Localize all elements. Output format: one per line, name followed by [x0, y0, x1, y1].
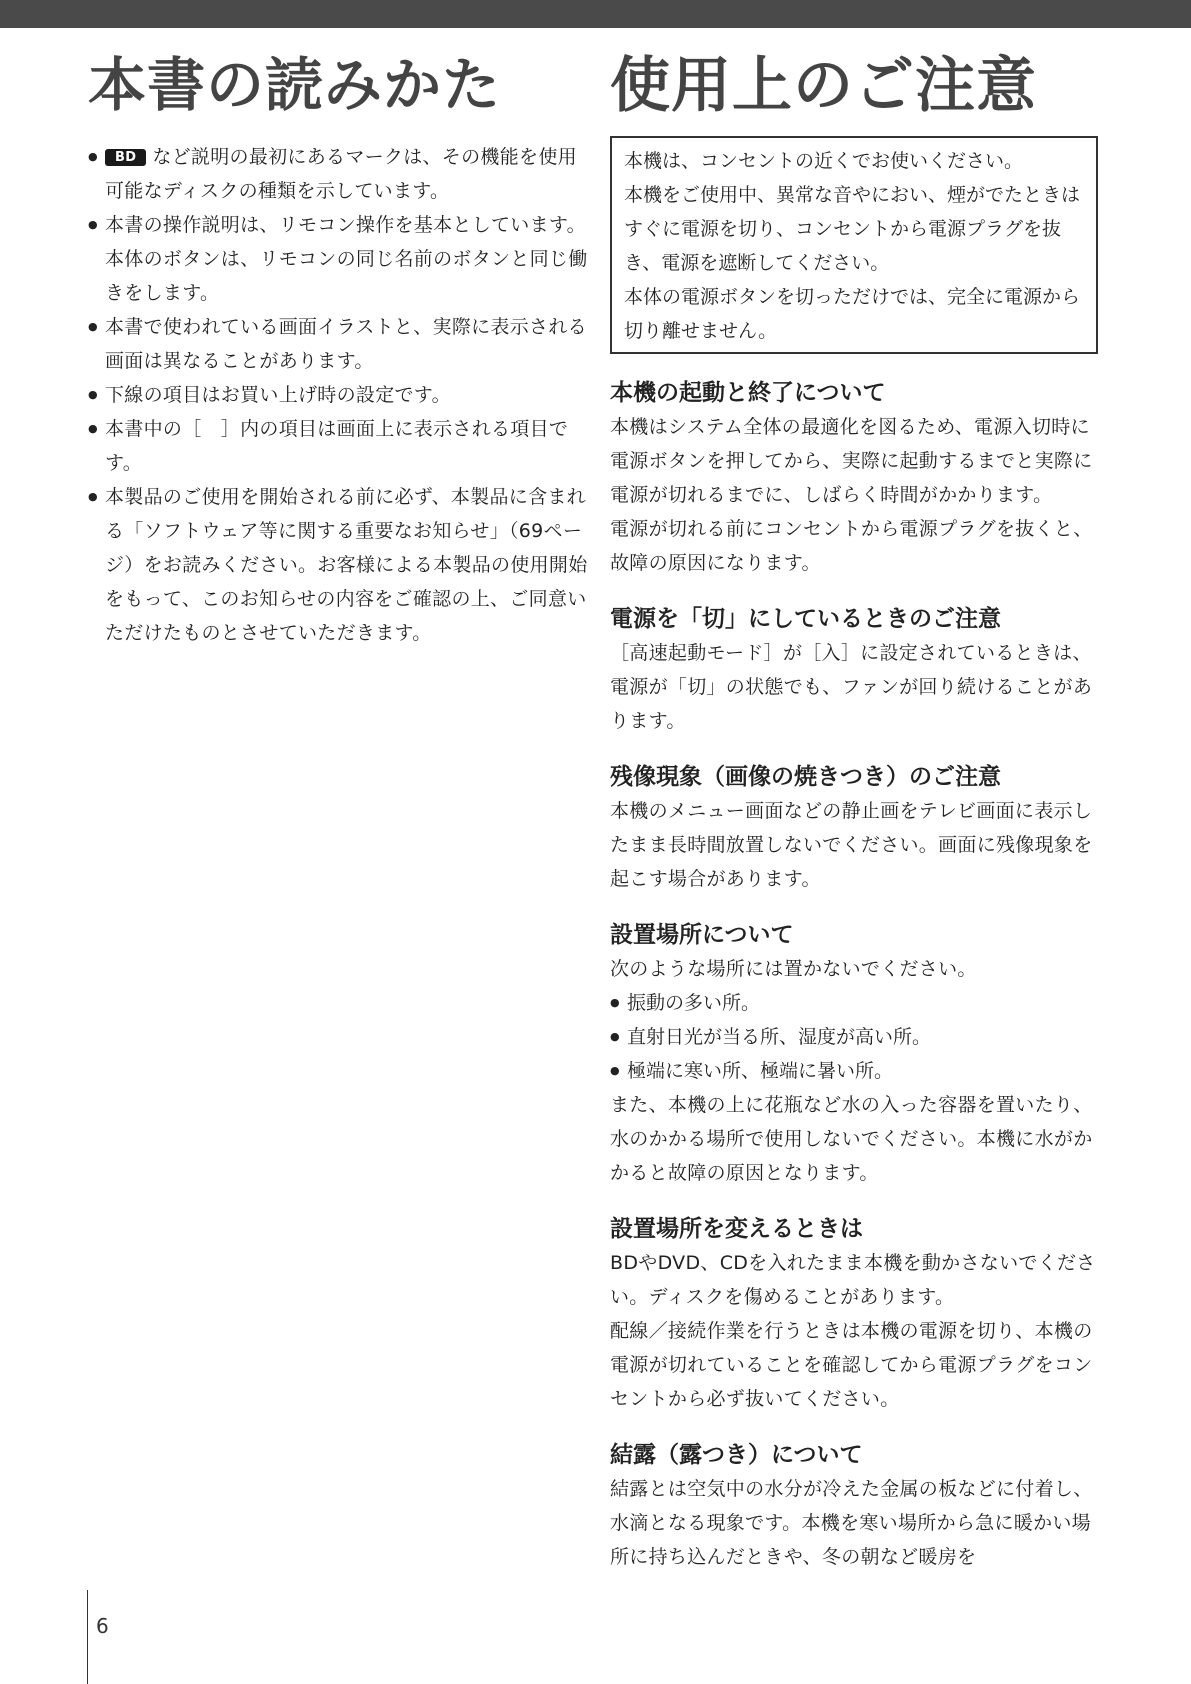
notice-line: 本体の電源ボタンを切っただけでは、完全に電源から切り離せません。: [624, 286, 1081, 342]
section-installation-location: [610, 918, 1100, 1190]
section-paragraph: 本機はシステム全体の最適化を図るため、電源入切時に電源ボタンを押してから、実際に起動するまでと実際に電源が切れるまでに、しばらく時間がかかります。: [610, 416, 1093, 506]
notice-line: 本機をご使用中、異常な音やにおい、煙がでたときはすぐに電源を切り、コンセントから電源プラグを抜き、電源を遮断してください。: [624, 184, 1081, 274]
section-heading: 結露（露つき）について: [610, 1442, 863, 1468]
list-item-text: ● 本書で使われている画面イラストと、実際に表示される画面は異なることがあります。: [105, 316, 587, 372]
section-paragraph: 本機のメニュー画面などの静止画をテレビ画面に表示したまま長時間放置しないでください。画面に残像現象を起こす場合があります。: [610, 800, 1093, 890]
list-item: [88, 412, 588, 480]
section-screen-burn-in: [610, 760, 1100, 896]
section-startup-shutdown: [610, 376, 1100, 580]
section-paragraph: ［高速起動モード］が［入］に設定されているときは、電源が「切」の状態でも、ファンが回り続けることがあります。: [610, 642, 1093, 732]
page-number: 6: [96, 1614, 109, 1638]
section-heading: 残像現象（画像の焼きつき）のご注意: [610, 764, 1001, 790]
location-list: [610, 986, 1100, 1088]
section-heading: 電源を「切」にしているときのご注意: [610, 606, 1001, 632]
power-notice-box: [610, 136, 1098, 354]
bd-mark-icon: BD: [105, 149, 146, 166]
page-number-rule: [87, 1590, 88, 1684]
list-item-text: など説明の最初にあるマークは、その機能を使用可能なディスクの種類を示しています。: [105, 146, 577, 202]
section-paragraph: 結露とは空気中の水分が冷えた金属の板などに付着し、水滴となる現象です。本機を寒い場所から急に暖かい場所に持ち込んだときや、冬の朝など暖房を: [610, 1478, 1093, 1568]
section-paragraph: 配線／接続作業を行うときは本機の電源を切り、本機の電源が切れていることを確認してから電源プラグをコンセントから必ず抜いてください。: [610, 1320, 1093, 1410]
reading-guide-list: [88, 140, 588, 650]
section-paragraph: BDやDVD、CDを入れたまま本機を動かさないでください。ディスクを傷めることがあります。: [610, 1252, 1096, 1308]
section-power-off-caution: [610, 602, 1100, 738]
precautions-column: [610, 51, 1100, 1574]
list-item: [88, 378, 588, 412]
list-item-text: ● 本製品のご使用を開始される前に必ず、本製品に含まれる「ソフトウェア等に関する重要なお知らせ」（69ページ）をお読みください。お客様による本製品の使用開始をもって、このお知らせの内容をご確認の上、ご同意いただけたものとさせていただきます。: [105, 486, 588, 644]
precautions-title: 使用上のご注意: [610, 51, 1037, 121]
list-item-text: ● 本書の操作説明は、リモコン操作を基本としています。本体のボタンは、リモコンの同じ名前のボタンと同じ働きをします。: [105, 214, 588, 304]
list-item-text: ● 下線の項目はお買い上げ時の設定です。: [105, 384, 451, 406]
list-item: [88, 480, 588, 650]
list-item: ● 極端に寒い所、極端に暑い所。: [610, 1054, 1100, 1088]
list-item: ● 直射日光が当る所、湿度が高い所。: [610, 1020, 1100, 1054]
section-heading: 本機の起動と終了について: [610, 380, 886, 406]
top-header-bar: [0, 0, 1191, 28]
section-paragraph: 次のような場所には置かないでください。: [610, 958, 977, 980]
section-heading: 設置場所について: [610, 922, 794, 948]
notice-line: 本機は、コンセントの近くでお使いください。: [624, 150, 1024, 172]
list-item-text: ● 本書中の［ ］内の項目は画面上に表示される項目です。: [105, 418, 569, 474]
section-paragraph: 電源が切れる前にコンセントから電源プラグを抜くと、故障の原因になります。: [610, 518, 1093, 574]
list-item: ● 振動の多い所。: [610, 986, 1100, 1020]
list-item: [88, 208, 588, 310]
section-paragraph: また、本機の上に花瓶など水の入った容器を置いたり、水のかかる場所で使用しないでください。本機に水がかかると故障の原因となります。: [610, 1094, 1093, 1184]
list-item: [88, 310, 588, 378]
section-heading: 設置場所を変えるときは: [610, 1216, 863, 1242]
reading-guide-column: [88, 51, 588, 650]
list-item: [88, 140, 588, 208]
section-moving-unit: [610, 1212, 1100, 1416]
section-condensation: [610, 1438, 1100, 1574]
reading-guide-title: 本書の読みかた: [88, 51, 502, 119]
